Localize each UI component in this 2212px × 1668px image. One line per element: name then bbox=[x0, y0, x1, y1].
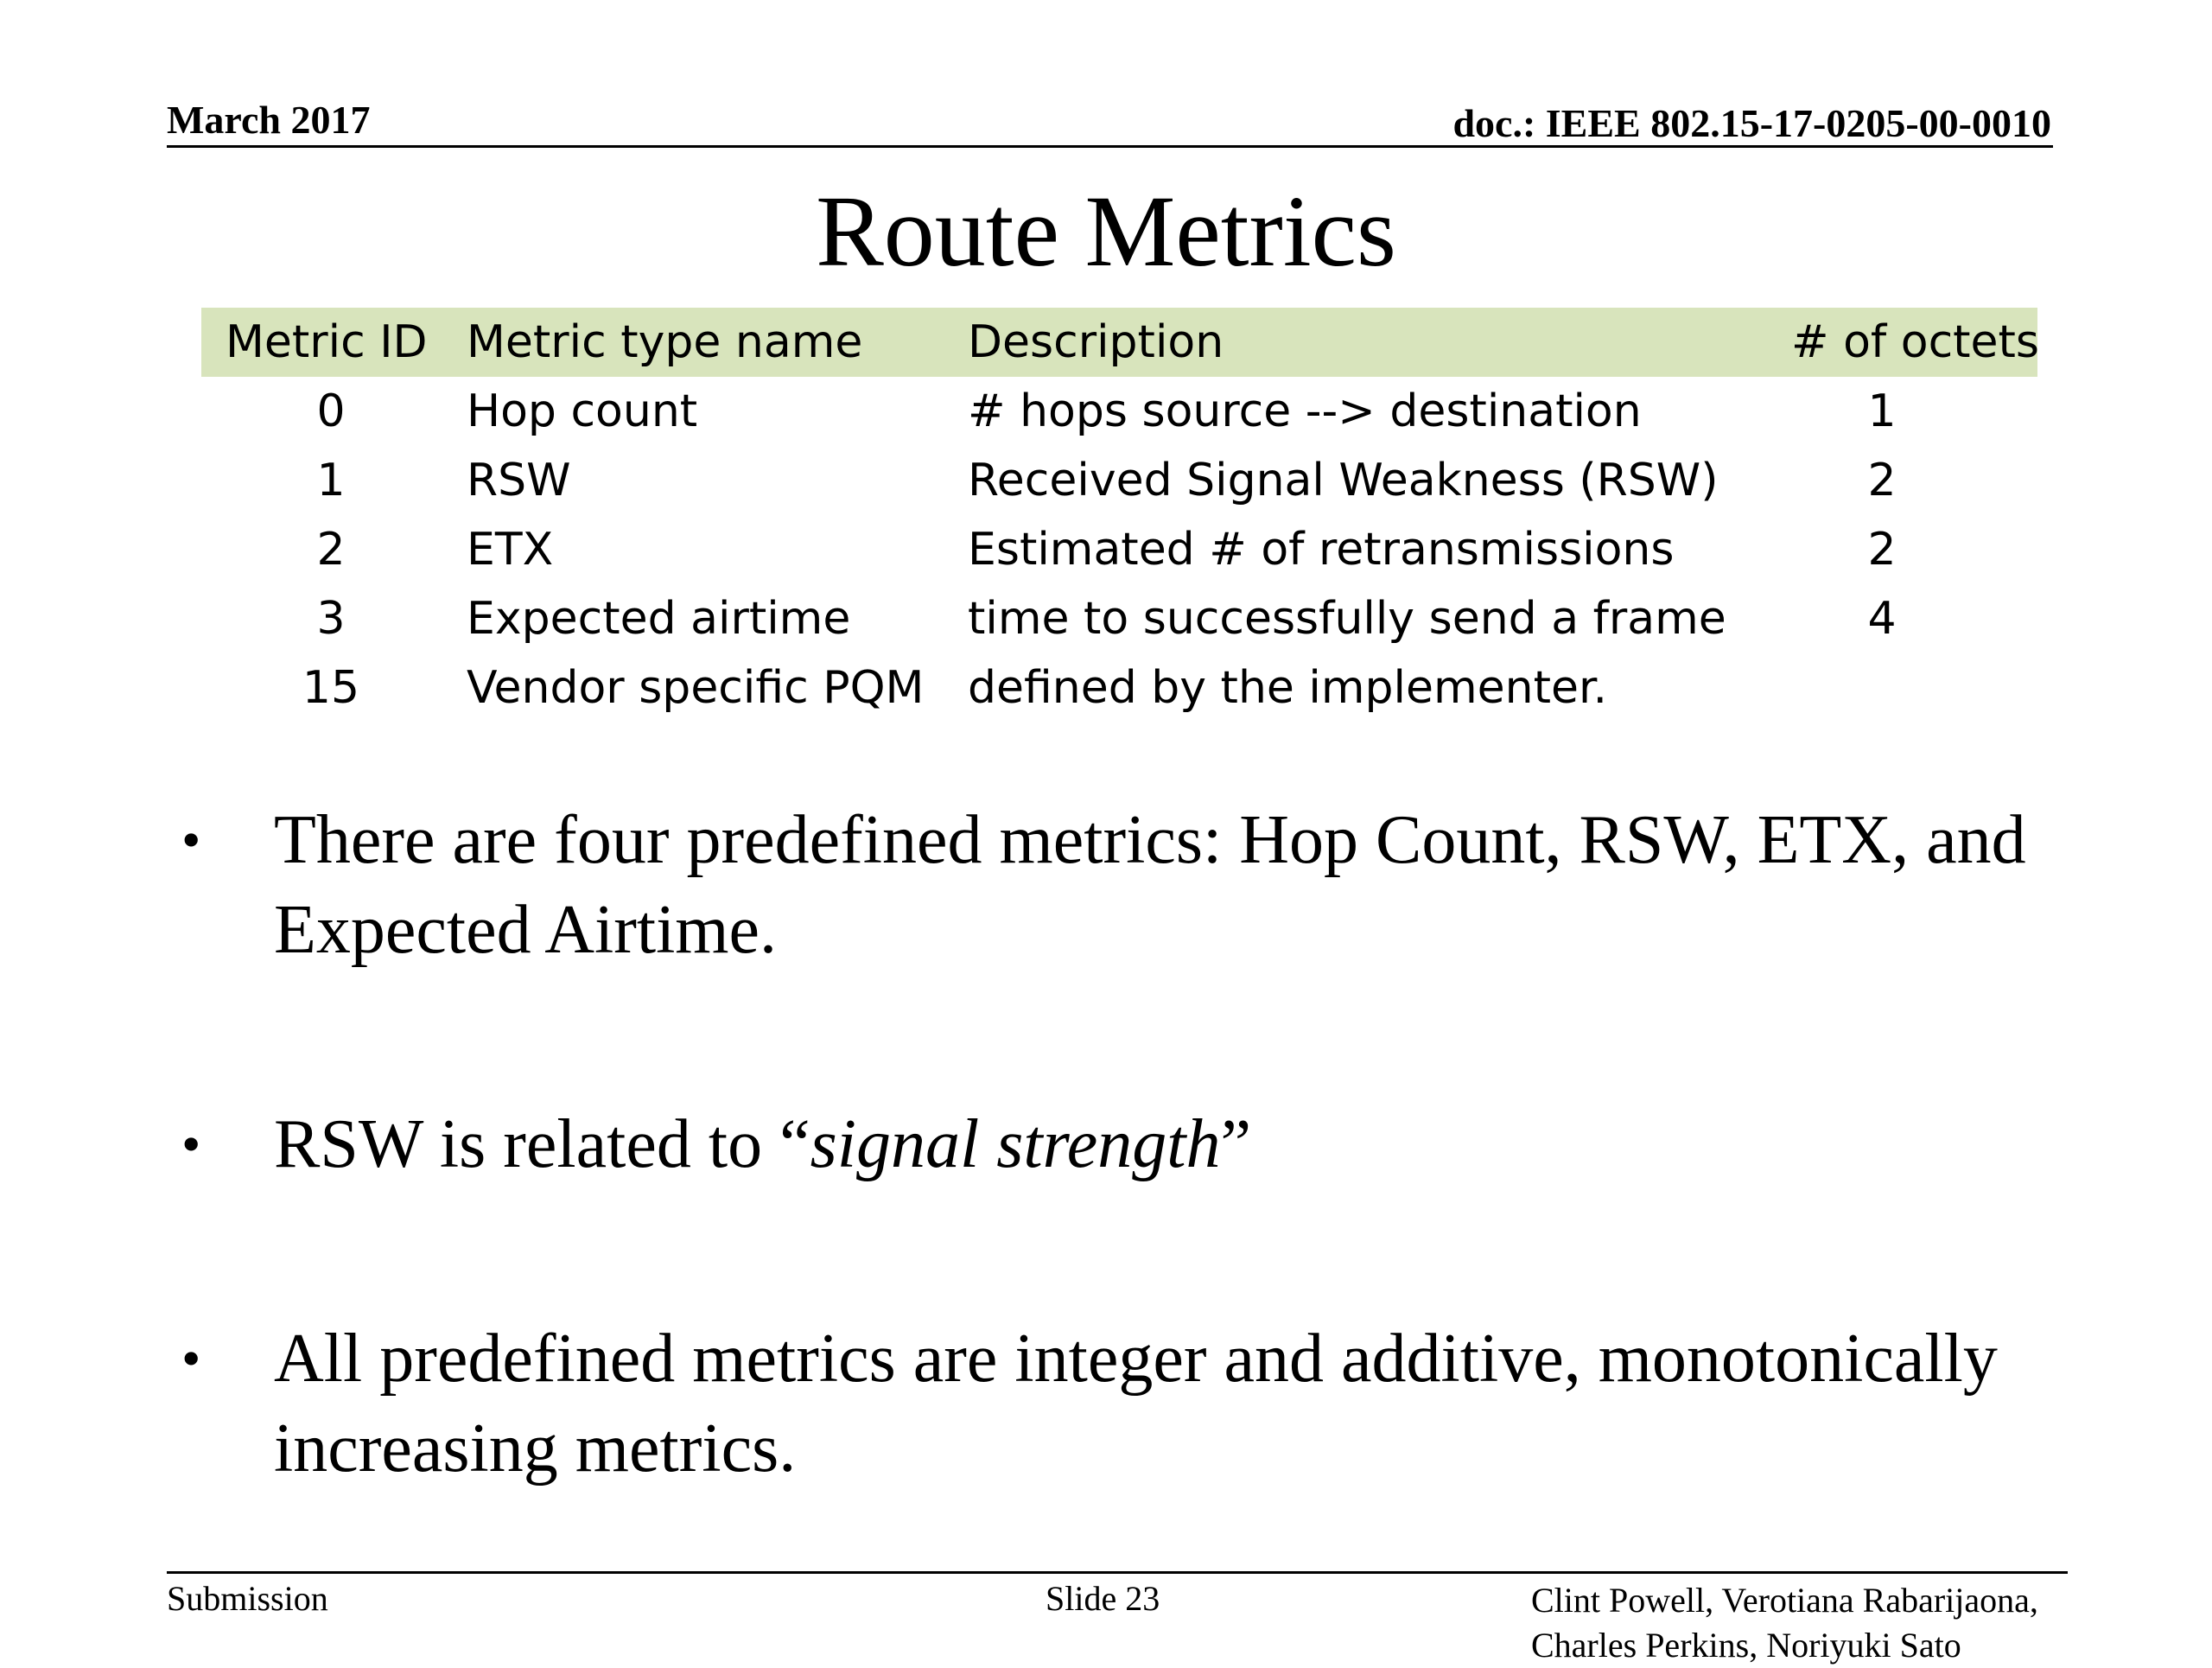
slide-title: Route Metrics bbox=[816, 175, 1396, 288]
metric-octets-cell: 1 bbox=[1867, 385, 1897, 437]
metric-id-cell: 3 bbox=[316, 593, 346, 645]
bullet-marker: • bbox=[181, 1113, 201, 1175]
bullet-list bbox=[181, 795, 2082, 1493]
metric-description-cell: time to successfully send a frame bbox=[968, 593, 1726, 645]
metric-name-cell: ETX bbox=[467, 524, 554, 576]
bullet-item bbox=[181, 1099, 2082, 1189]
footer-authors bbox=[1531, 1578, 2038, 1668]
metrics-table bbox=[201, 308, 2040, 723]
footer-slide-number: Slide 23 bbox=[1046, 1579, 1160, 1618]
metric-description-cell: Received Signal Weakness (RSW) bbox=[968, 455, 1719, 506]
header-date: March 2017 bbox=[167, 98, 371, 142]
column-header-octets: # of octets bbox=[1791, 316, 2040, 368]
metric-octets-cell bbox=[1752, 653, 2012, 723]
column-header-metric-type-name: Metric type name bbox=[467, 316, 863, 368]
metric-id-cell: 15 bbox=[302, 662, 360, 714]
bullet-text-emphasis: signal strength bbox=[810, 1106, 1221, 1182]
footer-submission: Submission bbox=[167, 1579, 328, 1618]
header-doc-id: doc.: IEEE 802.15-17-0205-00-0010 bbox=[1452, 101, 2051, 145]
bullet-marker: • bbox=[181, 809, 201, 870]
footer-authors-line-2: Charles Perkins, Noriyuki Sato bbox=[1531, 1626, 1961, 1665]
bullet-item bbox=[181, 1314, 2082, 1493]
metric-name-cell: Expected airtime bbox=[467, 593, 851, 645]
column-header-description: Description bbox=[968, 316, 1224, 368]
table-header-row bbox=[201, 308, 2040, 377]
metric-description-cell: # hops source --> destination bbox=[968, 385, 1642, 437]
footer-authors-line-1: Clint Powell, Verotiana Rabarijaona, bbox=[1531, 1581, 2038, 1620]
bullet-item bbox=[181, 795, 2082, 975]
bullet-marker: • bbox=[181, 1327, 201, 1389]
metric-description-cell: defined by the implementer. bbox=[968, 662, 1608, 714]
metric-octets-cell: 2 bbox=[1867, 455, 1897, 506]
table-row bbox=[201, 377, 2037, 446]
bullet-text: All predefined metrics are integer and additive, monotonically increasing metrics. bbox=[274, 1321, 1998, 1487]
column-header-metric-id: Metric ID bbox=[226, 316, 428, 368]
bullet-text-suffix: ” bbox=[1220, 1106, 1251, 1182]
metric-description-cell: Estimated # of retransmissions bbox=[968, 524, 1675, 576]
table-row bbox=[201, 446, 2037, 515]
metric-name-cell: Vendor specific PQM bbox=[467, 662, 925, 714]
metric-octets-cell: 4 bbox=[1867, 593, 1897, 645]
footer-divider bbox=[167, 1571, 2068, 1574]
metric-name-cell: Hop count bbox=[467, 385, 698, 437]
metric-id-cell: 0 bbox=[316, 385, 346, 437]
metric-name-cell: RSW bbox=[467, 455, 571, 506]
bullet-text: There are four predefined metrics: Hop Count, RSW, ETX, and Expected Airtime. bbox=[274, 802, 2026, 968]
table-row bbox=[201, 653, 2037, 723]
metric-id-cell: 2 bbox=[316, 524, 346, 576]
metric-octets-cell: 2 bbox=[1867, 524, 1897, 576]
table-row bbox=[201, 515, 2037, 584]
table-row bbox=[201, 584, 2037, 653]
header-divider bbox=[167, 145, 2053, 148]
metric-id-cell: 1 bbox=[316, 455, 346, 506]
bullet-text-prefix: RSW is related to “ bbox=[274, 1106, 810, 1182]
